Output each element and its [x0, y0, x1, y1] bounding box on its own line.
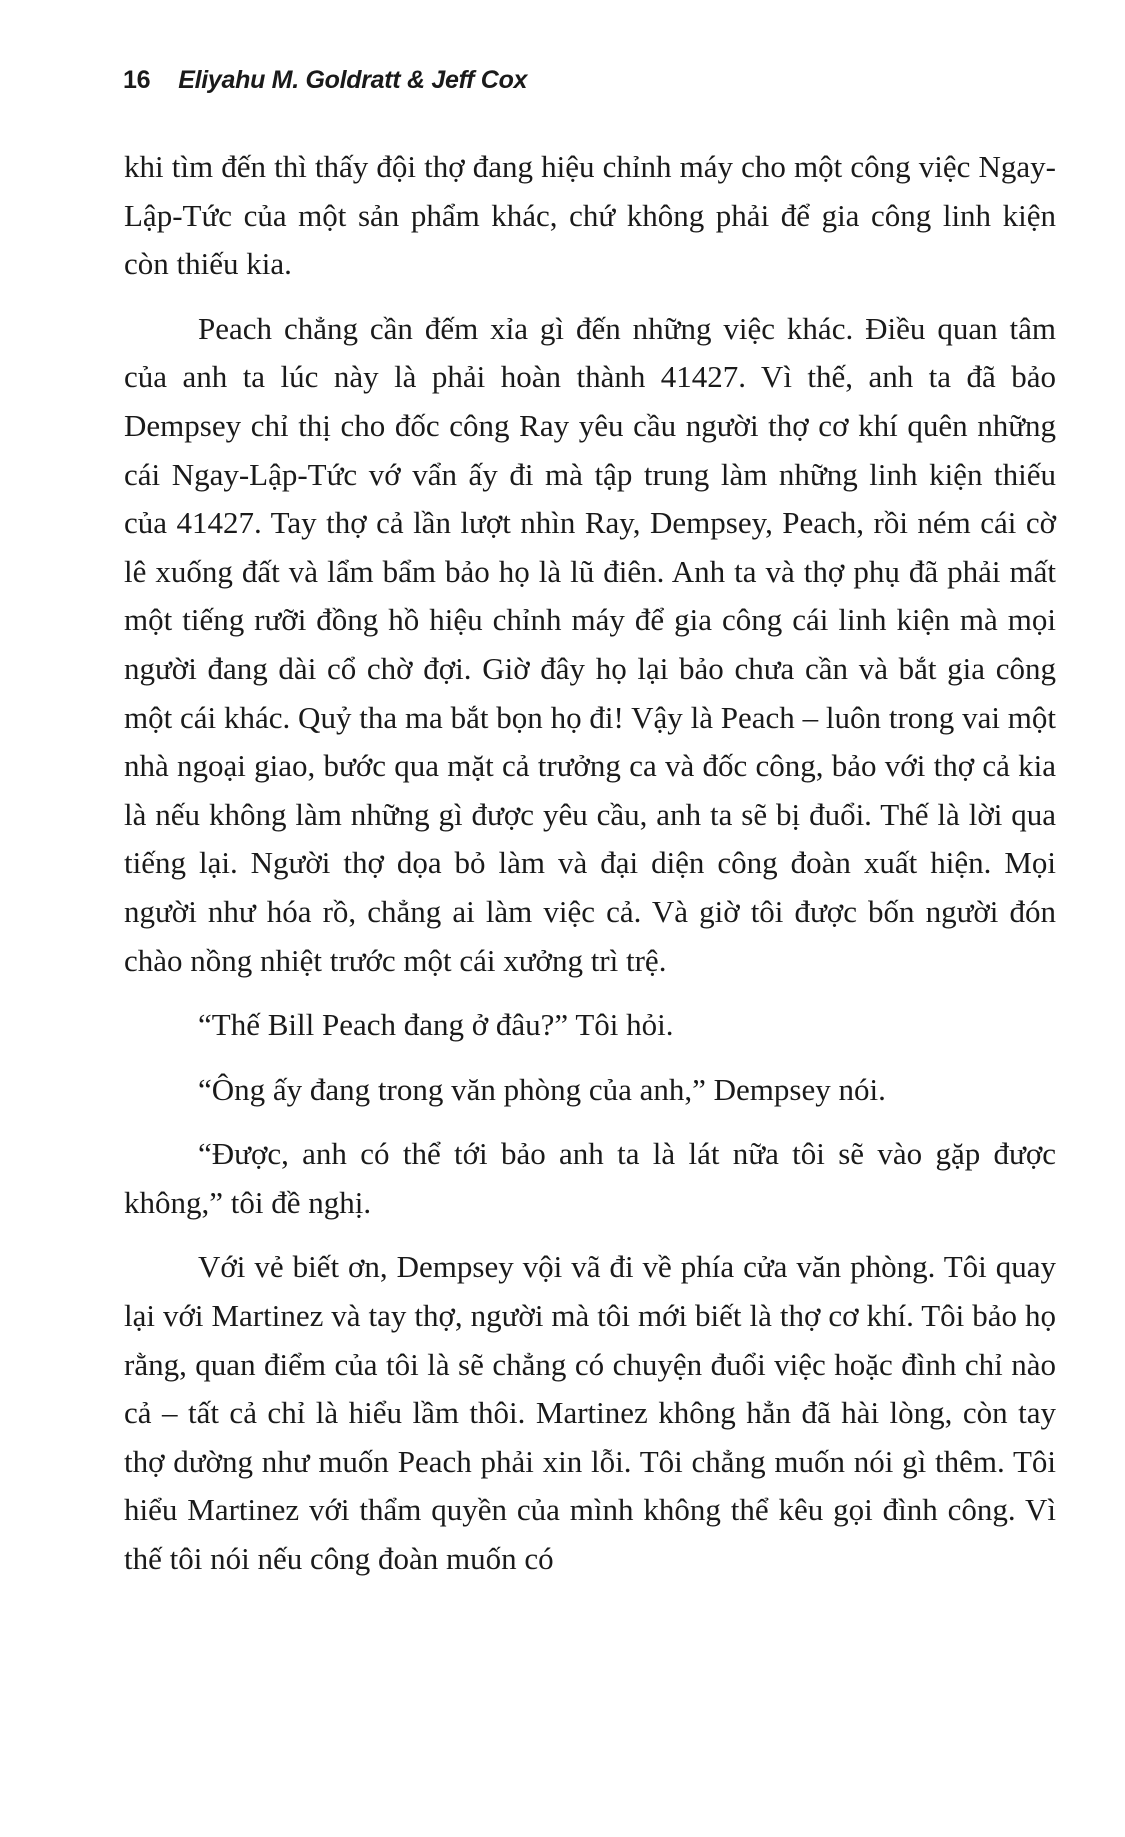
running-head: [123, 66, 527, 95]
author-names: Eliyahu M. Goldratt & Jeff Cox: [178, 66, 528, 94]
paragraph-dialogue: “Được, anh có thể tới bảo anh ta là lát nữa tôi sẽ vào gặp được không,” tôi đề nghị.: [124, 1136, 1056, 1220]
paragraph-dialogue: “Ông ấy đang trong văn phòng của anh,” Dempsey nói.: [198, 1071, 886, 1107]
paragraph: Peach chẳng cần đếm xỉa gì đến những việc khác. Điều quan tâm của anh ta lúc này là phải hoàn thành 41427. Vì thế, anh ta đã bảo Dempsey chỉ thị cho đốc công Ray yêu cầu người thợ cơ khí quên những cái Ngay-Lập-Tức vớ vẩn ấy đi mà tập trung làm những linh kiện thiếu của 41427. Tay thợ cả lần lượt nhìn Ray, Dempsey, Peach, rồi ném cái cờ lê xuống đất và lẩm bẩm bảo họ là lũ điên. Anh ta và thợ phụ đã phải mất một tiếng rưỡi đồng hồ hiệu chỉnh máy để gia công cái linh kiện mà mọi người đang dài cổ chờ đợi. Giờ đây họ lại bảo chưa cần và bắt gia công một cái khác. Quỷ tha ma bắt bọn họ đi! Vậy là Peach – luôn trong vai một nhà ngoại giao, bước qua mặt cả trưởng ca và đốc công, bảo với thợ cả kia là nếu không làm những gì được yêu cầu, anh ta sẽ bị đuổi. Thế là lời qua tiếng lại. Người thợ dọa bỏ làm và đại diện công đoàn xuất hiện. Mọi người như hóa rồ, chẳng ai làm việc cả. Và giờ tôi được bốn người đón chào nồng nhiệt trước một cái xưởng trì trệ.: [124, 310, 1056, 978]
body-text: [124, 143, 1056, 1584]
page-number: 16: [123, 66, 151, 94]
paragraph-dialogue: “Thế Bill Peach đang ở đâu?” Tôi hỏi.: [198, 1007, 674, 1043]
paragraph-continuation: khi tìm đến thì thấy đội thợ đang hiệu chỉnh máy cho một công việc Ngay-Lập-Tức của một sản phẩm khác, chứ không phải để gia công linh kiện còn thiếu kia.: [124, 149, 1056, 282]
paragraph: Với vẻ biết ơn, Dempsey vội vã đi về phía cửa văn phòng. Tôi quay lại với Martinez và tay thợ, người mà tôi mới biết là thợ cơ khí. Tôi bảo họ rằng, quan điểm của tôi là sẽ chẳng có chuyện đuổi việc hoặc đình chỉ nào cả – tất cả chỉ là hiểu lầm thôi. Martinez không hẳn đã hài lòng, còn tay thợ dường như muốn Peach phải xin lỗi. Tôi chẳng muốn nói gì thêm. Tôi hiểu Martinez với thẩm quyền của mình không thể kêu gọi đình công. Vì thế tôi nói nếu công đoàn muốn có: [124, 1249, 1056, 1577]
